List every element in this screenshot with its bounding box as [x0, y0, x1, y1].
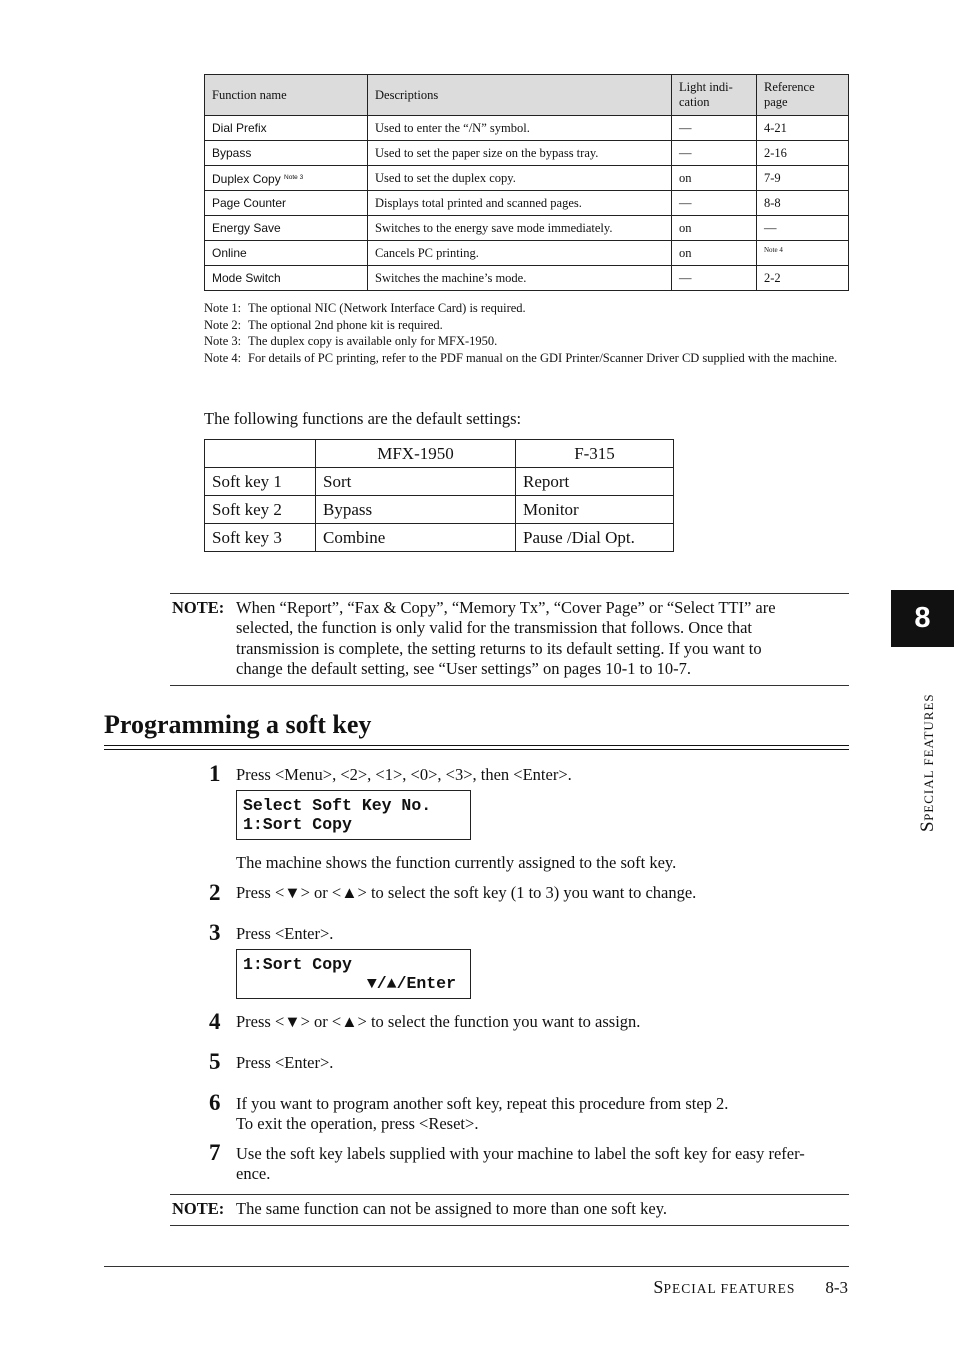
reference-page-cell	[757, 241, 849, 266]
header-blank	[205, 440, 316, 468]
light-indication: —	[672, 116, 757, 141]
function-description: Displays total printed and scanned pages.	[368, 191, 672, 216]
table-row	[205, 241, 849, 266]
header-reference-page: Reference page	[757, 75, 849, 116]
reference-page: Note 4	[764, 245, 783, 254]
light-indication: on	[672, 166, 757, 191]
light-indication: —	[672, 141, 757, 166]
mfx1950-default: Combine	[316, 524, 516, 552]
step-number: 4	[209, 1009, 221, 1034]
step-text: Press <Menu>, <2>, <1>, <0>, <3>, then <Enter>.	[236, 765, 572, 784]
header-light-indication: Light indi-cation	[672, 75, 757, 116]
reference-page: —	[757, 216, 849, 241]
function-table	[204, 74, 849, 291]
section-heading: Programming a soft key	[104, 710, 372, 739]
function-description: Switches to the energy save mode immediately.	[368, 216, 672, 241]
step-followup-text: The machine shows the function currently assigned to the soft key.	[236, 853, 677, 872]
lcd-line-2: ▼/▲/Enter	[366, 974, 456, 993]
f315-default: Pause /Dial Opt.	[516, 524, 674, 552]
header-model-f315: F-315	[516, 440, 674, 468]
step-text: Press <▼> or <▲> to select the soft key (1 to 3) you want to change.	[236, 883, 697, 902]
note-line: selected, the function is only valid for the transmission that follows. Once that	[236, 618, 752, 638]
default-table-header	[205, 440, 674, 468]
footnote-text: The optional 2nd phone kit is required.	[248, 317, 443, 332]
table-row	[205, 266, 849, 291]
footnote-text: For details of PC printing, refer to the PDF manual on the GDI Printer/Scanner Driver CD supplied with the machine.	[248, 351, 838, 366]
step-number: 1	[209, 761, 221, 786]
function-name: Online	[205, 241, 368, 266]
table-row	[205, 166, 849, 191]
function-description: Used to enter the “/N” symbol.	[368, 116, 672, 141]
note-label: NOTE:	[172, 1199, 225, 1218]
function-name: Energy Save	[205, 216, 368, 241]
function-name: Dial Prefix	[205, 116, 368, 141]
footnote	[204, 333, 844, 350]
page-footer	[653, 1277, 848, 1298]
soft-key-label: Soft key 3	[205, 524, 316, 552]
step-number: 2	[209, 880, 221, 905]
heading-rule-thin	[104, 749, 849, 750]
note-line: When “Report”, “Fax & Copy”, “Memory Tx”, “Cover Page” or “Select TTI” are	[236, 598, 776, 617]
soft-key-label: Soft key 1	[205, 468, 316, 496]
step-text: Press <Enter>.	[236, 1053, 334, 1072]
header-descriptions: Descriptions	[368, 75, 672, 116]
footnote-text: The optional NIC (Network Interface Card) is required.	[248, 301, 526, 315]
note-bottom-rule	[170, 685, 849, 686]
reference-page: 8-8	[757, 191, 849, 216]
step-number: 7	[209, 1140, 221, 1165]
function-description: Used to set the paper size on the bypass tray.	[368, 141, 672, 166]
footnote	[204, 350, 844, 367]
heading-rule	[104, 745, 849, 746]
f315-default: Monitor	[516, 496, 674, 524]
table-row	[205, 116, 849, 141]
footer-section: SPECIAL FEATURES	[653, 1277, 796, 1297]
table-row	[205, 496, 674, 524]
lcd-display	[236, 949, 471, 999]
footnote-label: Note 1:	[204, 301, 242, 315]
step-text: Press <Enter>.	[236, 924, 334, 943]
table-row	[205, 141, 849, 166]
step-text: Press <▼> or <▲> to select the function you want to assign.	[236, 1012, 641, 1031]
footnote	[204, 317, 844, 334]
mfx1950-default: Bypass	[316, 496, 516, 524]
note-text: The same function can not be assigned to more than one soft key.	[236, 1199, 668, 1218]
function-description: Used to set the duplex copy.	[368, 166, 672, 191]
note-reference: Note 3	[284, 173, 304, 181]
footer-rule	[104, 1266, 849, 1267]
step-line: ence.	[236, 1164, 271, 1183]
reference-page: 2-16	[757, 141, 849, 166]
table-row	[205, 468, 674, 496]
lcd-line-1: 1:Sort Copy	[243, 955, 352, 974]
light-indication: —	[672, 266, 757, 291]
page-number: 8-3	[825, 1278, 848, 1297]
footnote	[204, 300, 844, 317]
reference-page: 2-2	[757, 266, 849, 291]
light-indication: —	[672, 191, 757, 216]
chapter-side-label: SPECIAL FEATURES	[917, 693, 938, 832]
note-line: change the default setting, see “User settings” on pages 10-1 to 10-7.	[236, 659, 691, 679]
footnote-label: Note 3:	[204, 334, 242, 349]
step-text	[236, 1144, 805, 1184]
table-row	[205, 191, 849, 216]
step-line: Use the soft key labels supplied with your machine to label the soft key for easy refer-	[236, 1144, 805, 1163]
chapter-tab: 8	[891, 590, 954, 647]
default-settings-table	[204, 439, 674, 552]
note-top-rule	[170, 593, 849, 594]
footnote-label: Note 4:	[204, 351, 242, 366]
step-line: To exit the operation, press <Reset>.	[236, 1114, 479, 1133]
reference-page: 4-21	[757, 116, 849, 141]
reference-page: 7-9	[757, 166, 849, 191]
note-label: NOTE:	[172, 598, 225, 617]
function-description: Cancels PC printing.	[368, 241, 672, 266]
function-name: Mode Switch	[205, 266, 368, 291]
default-settings-intro: The following functions are the default settings:	[204, 409, 522, 428]
table-row	[205, 216, 849, 241]
header-function-name: Function name	[205, 75, 368, 116]
lcd-display	[236, 790, 471, 840]
soft-key-label: Soft key 2	[205, 496, 316, 524]
step-number: 3	[209, 920, 221, 945]
step-text	[236, 1094, 728, 1134]
step-number: 6	[209, 1090, 221, 1115]
table-row	[205, 524, 674, 552]
lcd-line-2: 1:Sort Copy	[243, 815, 352, 834]
light-indication: on	[672, 216, 757, 241]
function-description: Switches the machine’s mode.	[368, 266, 672, 291]
f315-default: Report	[516, 468, 674, 496]
light-indication: on	[672, 241, 757, 266]
step-line: If you want to program another soft key, repeat this procedure from step 2.	[236, 1094, 729, 1113]
note-text	[236, 598, 846, 680]
header-model-mfx1950: MFX-1950	[316, 440, 516, 468]
note-bottom-rule	[170, 1225, 849, 1226]
lcd-line-1: Select Soft Key No.	[243, 796, 432, 815]
note-top-rule	[170, 1194, 849, 1195]
function-name: Page Counter	[205, 191, 368, 216]
function-table-header	[205, 75, 849, 116]
footnote-text: The duplex copy is available only for MFX-1950.	[248, 334, 498, 349]
function-name: Duplex Copy	[212, 171, 281, 186]
function-name-cell	[205, 166, 368, 191]
function-name: Bypass	[205, 141, 368, 166]
mfx1950-default: Sort	[316, 468, 516, 496]
footnote-label: Note 2:	[204, 317, 242, 332]
note-line: transmission is complete, the setting returns to its default setting. If you want to	[236, 638, 762, 658]
table-footnotes	[204, 300, 844, 367]
step-number: 5	[209, 1049, 221, 1074]
